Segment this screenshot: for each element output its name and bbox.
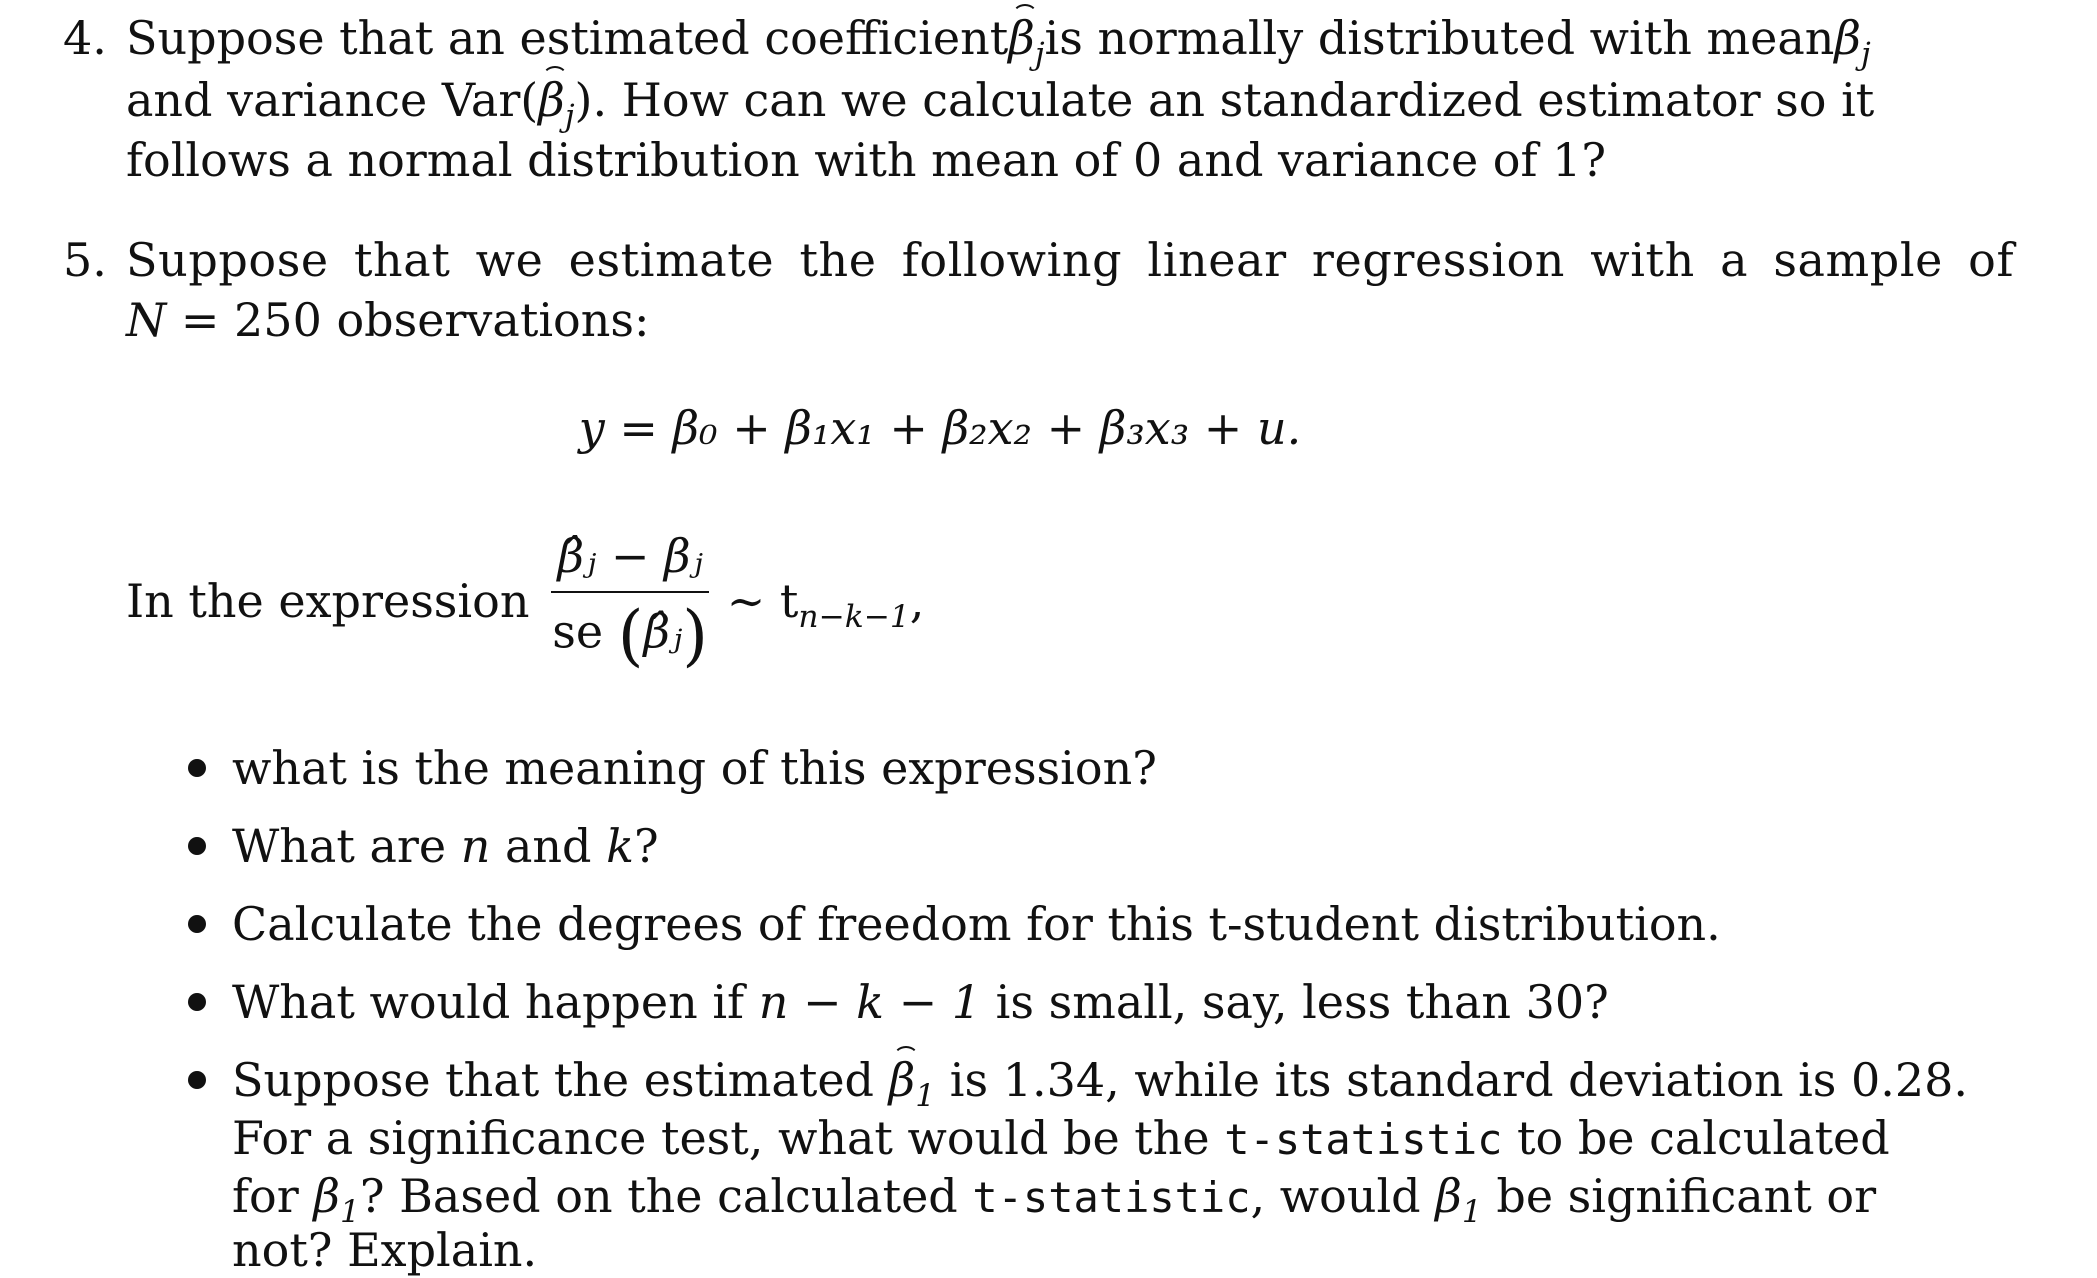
fraction [551, 529, 708, 674]
q4-text: Suppose that an estimated coefficient [126, 11, 1009, 65]
question-5-line-2: N = 250 observations: [126, 293, 650, 347]
q4-text: is normally distributed with mean [1044, 11, 1835, 65]
fraction-numerator: β̂ⱼ − βⱼ [551, 529, 708, 593]
question-4-line-3: follows a normal distribution with mean of 0 and variance of 1? [126, 133, 1607, 187]
t-distribution: ∼ $t_{n-k-1}$, [726, 574, 925, 636]
bullet-5-line-2: For a significance test, what would be the t-statistic to be calculated [232, 1111, 1890, 1165]
bullet-3: Calculate the degrees of freedom for this t-student distribution. [232, 897, 1721, 951]
bullet-5-line-1: Suppose that the estimated $\beta_1$ is 1.34, while its standard deviation is 0.28. [232, 1053, 1969, 1115]
beta-j: $\beta_j$ [1834, 11, 1871, 73]
bullet-dot [188, 759, 206, 777]
bullet-5-line-3: for $\beta_1$? Based on the calculated t-statistic, would $\beta_1$ be significant or [232, 1169, 1877, 1231]
question-5-number: 5. [63, 233, 107, 287]
bullet-4: What would happen if n − k − 1 is small, say, less than 30? [232, 975, 1609, 1029]
beta-hat-j: $\beta_j$ [538, 73, 575, 135]
question-4-line-2: and variance $Var(\beta_j)$. How can we calculate an standardized estimator so it [126, 73, 1875, 135]
fraction-denominator: se (β̂ⱼ) [552, 596, 708, 674]
regression-equation: y = β₀ + β₁x₁ + β₂x₂ + β₃x₃ + u. [578, 401, 1302, 455]
bullet-1: what is the meaning of this expression? [232, 741, 1157, 795]
t-distribution-expression [126, 516, 924, 686]
question-4-line-1 [126, 10, 1871, 73]
bullet-dot [188, 837, 206, 855]
expression-lead-text: In the expression [126, 574, 530, 628]
beta-hat-j: $\beta_j$ [1008, 11, 1045, 73]
bullet-2: What are n and k? [232, 819, 659, 873]
bullet-dot [188, 915, 206, 933]
bullet-5-line-4: not? Explain. [232, 1223, 538, 1277]
question-4-number: 4. [63, 11, 107, 65]
bullet-dot [188, 1071, 206, 1089]
question-5-line-1: Suppose that we estimate the following linear regression with a sample of [126, 233, 2015, 287]
bullet-dot [188, 993, 206, 1011]
